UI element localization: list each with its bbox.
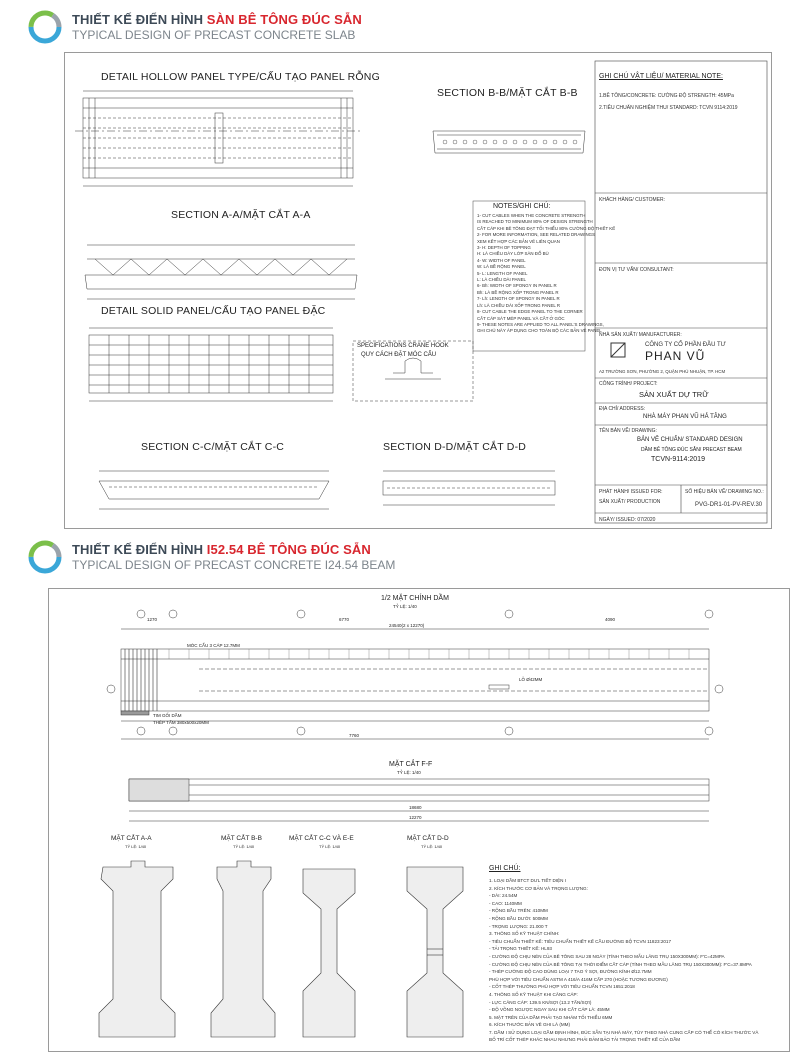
header-slab bbox=[0, 6, 802, 46]
section-aa-title: SECTION A-A/MẶT CẮT A-A bbox=[171, 209, 311, 221]
address-label: ĐỊA CHỈ/ ADDRESS: bbox=[599, 406, 646, 412]
drawing-no: PVG-DR1-01-PV-REV.30 bbox=[695, 502, 763, 508]
issued-label: PHÁT HÀNH/ ISSUED FOR: bbox=[599, 489, 663, 495]
company-name: PHAN VŨ bbox=[645, 349, 706, 363]
section-ff-title: MẶT CẮT F-F bbox=[389, 761, 433, 768]
beam-notes-title: GHI CHÚ: bbox=[489, 865, 521, 872]
cross-section-dd bbox=[407, 867, 463, 1037]
cross-section-bb bbox=[211, 861, 275, 1037]
section-cc-title: SECTION C-C/MẶT CẮT C-C bbox=[141, 441, 285, 453]
note-line: - RỘNG BẦU DƯỚI: 500MM bbox=[489, 915, 548, 921]
section-bb-title: SECTION B-B/MẶT CẮT B-B bbox=[437, 87, 578, 99]
project-label: CÔNG TRÌNH/ PROJECT: bbox=[599, 381, 658, 387]
note-line: - TRỌNG LƯỢNG: 21.000 T bbox=[489, 923, 548, 929]
note-line: 3- H: DEPTH OF TOPPING bbox=[477, 245, 531, 251]
section-aa-label: MẶT CẮT A-A bbox=[111, 835, 152, 842]
manufacturer-label: NHÀ SẢN XUẤT/ MANUFACTURER: bbox=[599, 332, 682, 338]
note-line: 5. MẶT TRÊN CỦA DẦM PHẢI TẠO NHÁM TỐI THIỂU 6MM bbox=[489, 1014, 613, 1020]
header-subtitle: TYPICAL DESIGN OF PRECAST CONCRETE I24.54 BEAM bbox=[72, 558, 396, 572]
drawing-label: TÊN BẢN VẼ/ DRAWING: bbox=[599, 428, 657, 434]
drawing-title-1: BẢN VẼ CHUẨN/ STANDARD DESIGN bbox=[637, 437, 743, 443]
note-line: - THÉP CƯỜNG ĐỘ CAO DÙNG LOẠI 7 TAO Ý SỢI, ĐƯỜNG KÍNH Ø12.7MM bbox=[489, 969, 652, 975]
address-value: NHÀ MÁY PHAN VŨ HẢ TÂNG bbox=[643, 414, 727, 420]
project-value: SẢN XUẤT DỰ TRỮ bbox=[639, 390, 709, 399]
slab-notes-title: NOTES/GHI CHÚ: bbox=[493, 203, 551, 210]
elevation-title: 1/2 MẶT CHÍNH DẦM bbox=[381, 595, 449, 602]
company-address: A2 TRƯỜNG SƠN, PHƯỜNG 2, QUẬN PHÚ NHUẬN, TP. HCM bbox=[599, 369, 726, 374]
note-line: IS REACHED TO MINIMUM 80% OF DESIGN STRENGTH bbox=[477, 219, 593, 225]
header-beam bbox=[0, 536, 802, 576]
section-dd-label: MẶT CẮT D-D bbox=[407, 835, 449, 842]
note-line: XEM KẾT HỢP CÁC BẢN VẼ LIÊN QUAN bbox=[477, 238, 560, 244]
section-bb-scale: TỶ LỆ: 1/40 bbox=[233, 844, 255, 849]
dim-6770: 6770 bbox=[339, 617, 350, 622]
section-dd-profile bbox=[383, 471, 555, 505]
note-line: 7. DẦM I SỬ DỤNG LOẠI GẦM ĐỊNH HÌNH, ĐÚC SẴN TẠI NHÀ MÁY, TÙY THEO NHÀ CUNG CẤP CÓ THỂ CÓ KÍCH THƯỚC VÀ bbox=[489, 1029, 759, 1035]
note-line: 8- CUT CABLE THE EDGE PANEL TO THE CORNER bbox=[477, 309, 583, 315]
section-cc-label: MẶT CẮT C-C VÀ E-E bbox=[289, 835, 354, 842]
note-line: GHI CHÚ NÀY ÁP DỤNG CHO TOÀN BỘ CÁC BẢN VẼ PANEL bbox=[477, 328, 602, 334]
note-line: 6- Bh: WIDTH OF SPONGY IN PANEL R bbox=[477, 283, 557, 289]
section-ff-scale: TỶ LỆ: 1/40 bbox=[397, 770, 421, 775]
note-line: - RỘNG BẦU TRÊN: 410MM bbox=[489, 908, 548, 914]
section-cc-scale: TỶ LỆ: 1/40 bbox=[319, 844, 341, 849]
company-line: CÔNG TY CỔ PHẦN ĐẦU TƯ bbox=[645, 342, 726, 348]
elevation-scale: TỶ LỆ: 1/40 bbox=[393, 604, 417, 609]
logo-icon bbox=[28, 10, 62, 44]
issued-value: SẢN XUẤT/ PRODUCTION bbox=[599, 499, 661, 505]
material-note-2: 2.TIÊU CHUẨN NGHIỆM THU/ STANDARD: TCVN 9114:2019 bbox=[599, 105, 738, 111]
thep-tam-label: THÉP TẤM 380x500x20MM bbox=[153, 720, 209, 725]
note-line: 4. THÔNG SỐ KỸ THUẬT KHI CĂNG CÁP: bbox=[489, 991, 578, 997]
dim-total: 24540(2 x 12270) bbox=[389, 623, 425, 628]
note-line: 4- W: WIDTH OF PANEL bbox=[477, 257, 526, 263]
beam-drawing-sheet bbox=[48, 588, 790, 1052]
section-aa-profile bbox=[85, 245, 357, 299]
issue-date: NGÀY/ ISSUED: 07/2020 bbox=[599, 517, 656, 523]
note-line: 5- L: LENGTH OF PANEL bbox=[477, 270, 528, 276]
header-title-highlight: SÀN BÊ TÔNG ĐÚC SẴN bbox=[206, 12, 362, 27]
note-line: 7- Lh: LENGTH OF SPONGY IN PANEL R bbox=[477, 296, 560, 302]
note-line: 2. KÍCH THƯỚC CƠ BẢN VÀ TRỌNG LƯỢNG: bbox=[489, 885, 588, 891]
note-line: Lh: LÀ CHIỀU DÀI XỐP TRONG PANEL R bbox=[477, 302, 561, 308]
phan-vu-logo-icon bbox=[611, 343, 625, 357]
note-line: - CAO: 1140MM bbox=[489, 900, 522, 906]
note-line: 1- CUT CABLES WHEN THE CONCRETE STRENGTH bbox=[477, 213, 586, 218]
note-line: CẮT CÁP SÁT MÉP PANEL VÀ CẮT Ở GÓC bbox=[477, 315, 565, 321]
slab-notes-list bbox=[477, 213, 615, 335]
cross-section-cc bbox=[303, 869, 355, 1037]
note-line: - LỰC CĂNG CÁP: 139.5 KN/SỢI (13.2 TẤN/SỢI) bbox=[489, 999, 592, 1005]
note-line: CẮT CÁP KHI BÊ TÔNG ĐẠT TỐI THIỂU 80% CƯỜNG ĐỘ THIẾT KẾ bbox=[477, 225, 616, 231]
note-line: - DÀI: 24.54M bbox=[489, 893, 518, 899]
detail-solid-title: DETAIL SOLID PANEL/CẤU TẠO PANEL ĐẶC bbox=[101, 305, 326, 317]
solid-panel-plan bbox=[89, 328, 333, 401]
note-line: 1. LOẠI DẦM BTCT DƯL TIẾT DIỆN I bbox=[489, 878, 567, 883]
moc-cau-label: MÓC CẨU 3 CÁP 12.7MM bbox=[187, 643, 240, 648]
crane-hook-detail bbox=[353, 341, 473, 401]
note-line: W: LÀ BỀ RỘNG PANEL bbox=[477, 264, 526, 270]
dim-18680: 18680 bbox=[409, 805, 422, 810]
note-line: 9- THESE NOTES ARE APPLIED TO ALL PANEL'S DRAWINGS, bbox=[477, 321, 604, 327]
header-title-highlight: I52.54 BÊ TÔNG ĐÚC SẴN bbox=[206, 542, 371, 557]
note-line: - CƯỜNG ĐỘ CHỊU NÉN CỦA BÊ TÔNG SAU 28 NGÀY (TÍNH THEO MẪU LĂNG TRỤ 150X300MM): F'C=42MPA bbox=[489, 953, 725, 959]
header-title: THIẾT KẾ ĐIỂN HÌNH I52.54 BÊ TÔNG ĐÚC SẴN bbox=[72, 542, 371, 557]
dim-7760: 7760 bbox=[349, 733, 360, 738]
logo-icon bbox=[28, 540, 62, 574]
lo-label: LỖ Ø42MM bbox=[519, 677, 543, 682]
note-line: - CỐT THÉP THƯỜNG PHÙ HỢP VỚI TIÊU CHUẨN TCVN 1651:2018 bbox=[489, 984, 635, 990]
crane-hook-title: SPECIFICATIONS CRANE HOOK bbox=[357, 343, 449, 349]
note-line: 6. KÍCH THƯỚC BẢN VẼ GHI LÀ (MM) bbox=[489, 1022, 571, 1028]
slab-drawing-sheet bbox=[64, 52, 772, 529]
material-note-title: GHI CHÚ VẬT LIỆU/ MATERIAL NOTE: bbox=[599, 73, 723, 80]
section-dd-scale: TỶ LỆ: 1/40 bbox=[421, 844, 443, 849]
section-dd-title: SECTION D-D/MẶT CẮT D-D bbox=[383, 441, 527, 453]
section-cc-profile bbox=[99, 471, 329, 509]
header-title: THIẾT KẾ ĐIỂN HÌNH SÀN BÊ TÔNG ĐÚC SẴN bbox=[72, 12, 362, 27]
hollow-panel-plan bbox=[75, 91, 361, 186]
tim-goi-label: TIM GỐI DẦM bbox=[153, 713, 182, 718]
drawing-title-2: DẦM BÊ TÔNG ĐÚC SẴN/ PRECAST BEAM bbox=[641, 447, 742, 453]
beam-notes-list bbox=[489, 877, 758, 1044]
note-line: - TIÊU CHUẨN THIẾT KẾ: TIÊU CHUẨN THIẾT KẾ CẦU ĐƯỜNG BỘ TCVN 11823:2017 bbox=[489, 938, 672, 944]
drawing-title-3: TCVN-9114:2019 bbox=[651, 456, 705, 463]
note-line: 2- FOR MORE INFORMATION, SEE RELATED DRAWINGS bbox=[477, 232, 595, 238]
section-bb-label: MẶT CẮT B-B bbox=[221, 835, 262, 842]
note-line: - CƯỜNG ĐỘ CHỊU NÉN CỦA BÊ TÔNG TẠI THỜI ĐIỂM CẮT CÁP (TÍNH THEO MẪU LĂNG TRỤ 150X300MM): F'C=37.8MPA bbox=[489, 961, 752, 967]
note-line: 3. THÔNG SỐ KỸ THUẬT CHÍNH: bbox=[489, 931, 560, 937]
header-subtitle: TYPICAL DESIGN OF PRECAST CONCRETE SLAB bbox=[72, 28, 356, 42]
consultant-label: ĐƠN VỊ TƯ VẤN/ CONSULTANT: bbox=[599, 267, 674, 273]
cross-section-aa bbox=[99, 861, 175, 1037]
section-bb-profile bbox=[433, 131, 585, 153]
customer-label: KHÁCH HÀNG/ CUSTOMER: bbox=[599, 197, 666, 203]
material-note-1: 1.BÊ TÔNG/CONCRETE: CƯỜNG ĐỘ STRENGTH: 45MPa bbox=[599, 93, 734, 99]
detail-hollow-title: DETAIL HOLLOW PANEL TYPE/CẤU TẠO PANEL RỖNG bbox=[101, 71, 380, 83]
section-aa-scale: TỶ LỆ: 1/40 bbox=[125, 844, 147, 849]
dim-4090: 4090 bbox=[605, 617, 616, 622]
note-line: - TẢI TRỌNG THIẾT KẾ: HL93 bbox=[489, 946, 552, 952]
dim-12270: 12270 bbox=[409, 815, 422, 820]
note-line: - ĐỘ VỒNG NGƯỢC NGAY SAU KHI CẮT CÁP LÀ: 45MM bbox=[489, 1007, 610, 1013]
dim-1270: 1270 bbox=[147, 617, 158, 622]
note-line: Bh: LÀ BỀ RỘNG XỐP TRONG PANEL R bbox=[477, 289, 559, 295]
title-block-frame bbox=[595, 61, 767, 523]
crane-hook-subtitle: QUY CÁCH ĐẶT MÓC CẨU bbox=[361, 352, 437, 358]
drawing-no-label: SỐ HIỆU BẢN VẼ/ DRAWING NO.: bbox=[685, 489, 764, 495]
note-line: L: LÀ CHIỀU DÀI PANEL bbox=[477, 277, 526, 283]
note-line: BỐ TRÍ CỐT THÉP KHÁC NHAU NHƯNG PHẢI ĐẢM BẢO TẢI TRỌNG THIẾT KẾ CỦA DẦM bbox=[489, 1037, 681, 1043]
note-line: H: LÀ CHIỀU DÀY LỚP SÀN ĐỔ BÙ bbox=[477, 251, 549, 257]
note-line: PHÙ HỢP VỚI TIÊU CHUẨN ASTM A 416/A 416M CẤP 270 (HOẶC TƯƠNG ĐƯƠNG) bbox=[489, 976, 668, 982]
